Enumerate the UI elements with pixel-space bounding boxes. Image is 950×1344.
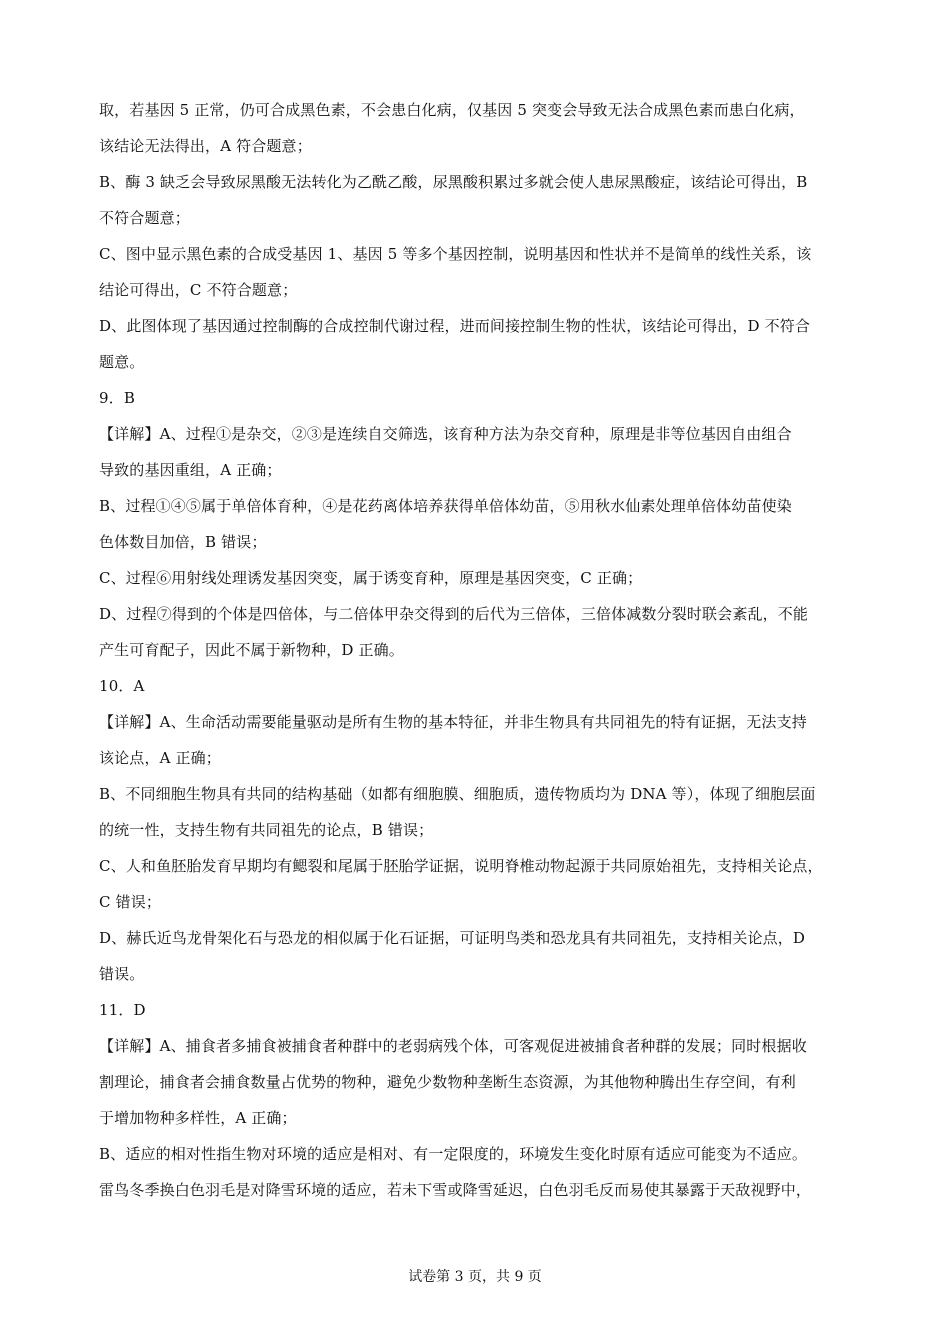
text-line: C、人和鱼胚胎发育早期均有鳃裂和尾属于胚胎学证据，说明脊椎动物起源于共同原始祖先，支持相关论点，	[99, 857, 823, 875]
text-line: B、适应的相对性指生物对环境的适应是相对、有一定限度的，环境发生变化时原有适应可能变为不适应。	[99, 1145, 808, 1163]
text-line: 色体数目加倍，B 错误；	[99, 533, 267, 551]
question-answer: 10．A	[99, 677, 145, 695]
text-line: C、过程⑥用射线处理诱发基因突变，属于诱变育种，原理是基因突变，C 正确；	[99, 569, 643, 587]
text-line: D、赫氏近鸟龙骨架化石与恐龙的相似属于化石证据，可证明鸟类和恐龙具有共同祖先，支持相关论点，D	[99, 929, 806, 947]
text-line: B、酶 3 缺乏会导致尿黑酸无法转化为乙酰乙酸，尿黑酸积累过多就会使人患尿黑酸症，该结论可得出，B	[99, 173, 808, 191]
text-line: 错误。	[99, 965, 145, 983]
text-line: 取，若基因 5 正常，仍可合成黑色素，不会患白化病，仅基因 5 突变会导致无法合成黑色素而患白化病，	[99, 101, 805, 119]
text-line: 于增加物种多样性，A 正确；	[99, 1109, 297, 1127]
text-line: 雷鸟冬季换白色羽毛是对降雪环境的适应，若未下雪或降雪延迟，白色羽毛反而易使其暴露于天敌视野中，	[99, 1181, 812, 1199]
text-line: 割理论，捕食者会捕食数量占优势的物种，避免少数物种垄断生态资源，为其他物种腾出生存空间，有利	[99, 1073, 796, 1091]
text-line: 题意。	[99, 353, 145, 371]
question-answer: 9．B	[99, 389, 136, 407]
question-answer: 11．D	[99, 1001, 146, 1019]
text-line: 的统一性，支持生物有共同祖先的论点，B 错误；	[99, 821, 434, 839]
text-line: 该论点，A 正确；	[99, 749, 221, 767]
text-line: 该结论无法得出，A 符合题意；	[99, 137, 312, 155]
text-line: 【详解】A、捕食者多捕食被捕食者种群中的老弱病残个体，可客观促进被捕食者种群的发展；同时根据收	[99, 1037, 807, 1055]
text-line: C、图中显示黑色素的合成受基因 1、基因 5 等多个基因控制，说明基因和性状并不是简单的线性关系，该	[99, 245, 812, 263]
text-line: 产生可育配子，因此不属于新物种，D 正确。	[99, 641, 404, 659]
text-line: 导致的基因重组，A 正确；	[99, 461, 282, 479]
text-line: 【详解】A、过程①是杂交，②③是连续自交筛选，该育种方法为杂交育种，原理是非等位基因自由组合	[99, 425, 792, 443]
text-line: B、不同细胞生物具有共同的结构基础（如都有细胞膜、细胞质，遗传物质均为 DNA 等），体现了细胞层面	[99, 785, 816, 803]
text-line: 结论可得出，C 不符合题意；	[99, 281, 298, 299]
text-line: D、过程⑦得到的个体是四倍体，与二倍体甲杂交得到的后代为三倍体，三倍体减数分裂时联会紊乱，不能	[99, 605, 809, 623]
text-line: 【详解】A、生命活动需要能量驱动是所有生物的基本特征，并非生物具有共同祖先的特有证据，无法支持	[99, 713, 807, 731]
text-line: C 错误；	[99, 893, 161, 911]
text-line: D、此图体现了基因通过控制酶的合成控制代谢过程，进而间接控制生物的性状，该结论可得出，D 不符合	[99, 317, 811, 335]
text-line: 不符合题意；	[99, 209, 190, 227]
text-line: B、过程①④⑤属于单倍体育种，④是花药离体培养获得单倍体幼苗，⑤用秋水仙素处理单倍体幼苗使染	[99, 497, 792, 515]
page-footer: 试卷第 3 页，共 9 页	[408, 1269, 542, 1285]
